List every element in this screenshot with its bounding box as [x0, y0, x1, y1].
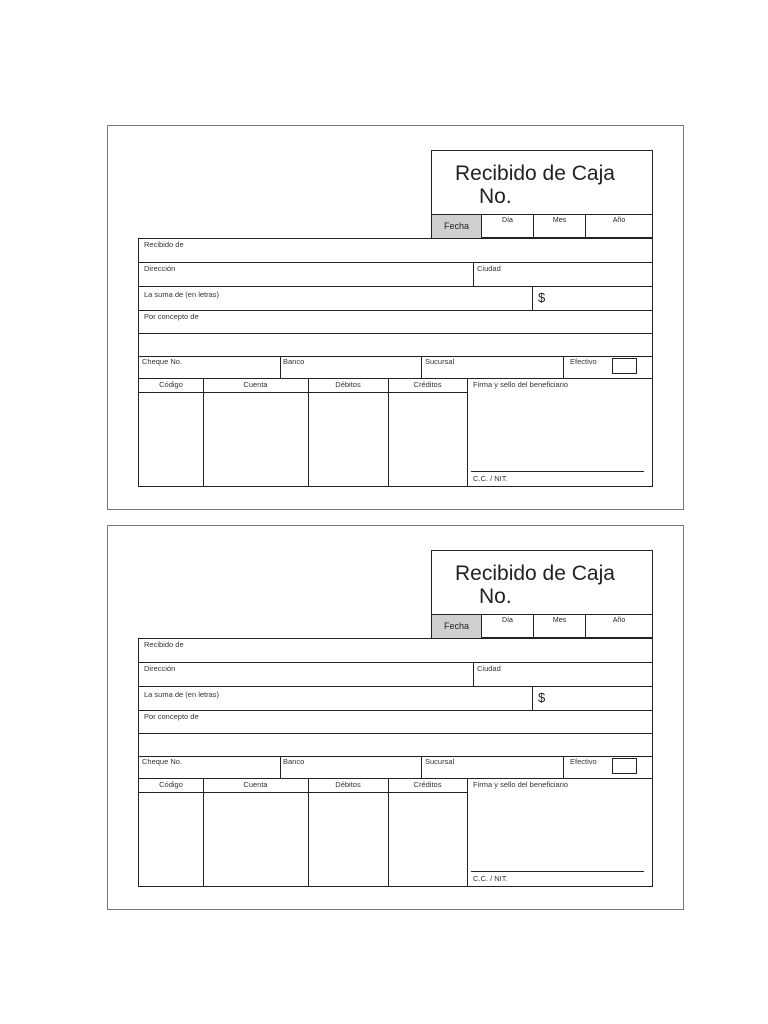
- currency-symbol: $: [538, 690, 546, 705]
- efectivo-label: Efectivo: [570, 757, 597, 766]
- row-divider: [139, 310, 652, 311]
- ano-field[interactable]: Año: [585, 615, 652, 638]
- col-divider: [388, 778, 389, 886]
- col-divider: [532, 686, 533, 710]
- col-divider: [473, 262, 474, 286]
- firma-label: Firma y sello del beneficiario: [473, 780, 569, 789]
- fecha-label: Fecha: [432, 215, 481, 238]
- col-divider: [467, 778, 468, 886]
- firma-label: Firma y sello del beneficiario: [473, 380, 569, 389]
- ciudad-label: Ciudad: [477, 264, 501, 273]
- receipt-title: Recibido de Caja: [455, 562, 615, 585]
- debitos-column-header: Débitos: [335, 780, 361, 789]
- dia-field[interactable]: Día: [481, 615, 533, 638]
- currency-symbol: $: [538, 290, 546, 305]
- date-row: [432, 614, 652, 638]
- column-header-divider: [139, 792, 467, 793]
- receipt-header: [431, 550, 653, 638]
- recibido-de-label: Recibido de: [144, 240, 184, 249]
- signature-line: [471, 871, 644, 872]
- col-divider: [467, 378, 468, 486]
- receipt-form: [107, 525, 684, 910]
- cc-nit-label: C.C. / NIT.: [473, 874, 508, 883]
- col-divider: [308, 378, 309, 486]
- direccion-label: Dirección: [144, 264, 176, 273]
- row-divider: [139, 286, 652, 287]
- row-divider: [139, 733, 652, 734]
- debitos-column-header: Débitos: [335, 380, 361, 389]
- banco-label: Banco: [283, 757, 305, 766]
- efectivo-checkbox[interactable]: [612, 358, 637, 374]
- recibido-de-label: Recibido de: [144, 640, 184, 649]
- direccion-label: Dirección: [144, 664, 176, 673]
- col-divider: [473, 662, 474, 686]
- receipt-header: [431, 150, 653, 238]
- col-divider: [421, 356, 422, 378]
- cuenta-column-header: Cuenta: [243, 780, 268, 789]
- dia-field[interactable]: Día: [481, 215, 533, 238]
- receipt-number-label: No.: [479, 185, 512, 208]
- row-divider: [139, 378, 652, 379]
- suma-label: La suma de (en letras): [144, 690, 220, 699]
- mes-field[interactable]: Mes: [533, 215, 585, 238]
- col-divider: [532, 286, 533, 310]
- col-divider: [280, 756, 281, 778]
- cuenta-column-header: Cuenta: [243, 380, 268, 389]
- row-divider: [139, 262, 652, 263]
- ciudad-label: Ciudad: [477, 664, 501, 673]
- receipt-title: Recibido de Caja: [455, 162, 615, 185]
- creditos-column-header: Créditos: [413, 380, 442, 389]
- sucursal-label: Sucursal: [425, 757, 455, 766]
- ano-field[interactable]: Año: [585, 215, 652, 238]
- col-divider: [388, 378, 389, 486]
- receipt-form: [107, 125, 684, 510]
- sucursal-label: Sucursal: [425, 357, 455, 366]
- creditos-column-header: Créditos: [413, 780, 442, 789]
- cc-nit-label: C.C. / NIT.: [473, 474, 508, 483]
- col-divider: [203, 778, 204, 886]
- col-divider: [280, 356, 281, 378]
- col-divider: [421, 756, 422, 778]
- efectivo-label: Efectivo: [570, 357, 597, 366]
- cheque-label: Cheque No.: [142, 357, 183, 366]
- codigo-column-header: Código: [159, 380, 183, 389]
- codigo-column-header: Código: [159, 780, 183, 789]
- row-divider: [139, 710, 652, 711]
- concepto-label: Por concepto de: [144, 712, 199, 721]
- row-divider: [139, 662, 652, 663]
- suma-label: La suma de (en letras): [144, 290, 220, 299]
- col-divider: [203, 378, 204, 486]
- date-row: [432, 214, 652, 238]
- receipt-table: [138, 638, 653, 887]
- receipt-table: [138, 238, 653, 487]
- col-divider: [563, 356, 564, 378]
- banco-label: Banco: [283, 357, 305, 366]
- column-header-divider: [139, 392, 467, 393]
- concepto-label: Por concepto de: [144, 312, 199, 321]
- signature-line: [471, 471, 644, 472]
- row-divider: [139, 686, 652, 687]
- efectivo-checkbox[interactable]: [612, 758, 637, 774]
- receipt-number-label: No.: [479, 585, 512, 608]
- col-divider: [563, 756, 564, 778]
- fecha-label: Fecha: [432, 615, 481, 638]
- row-divider: [139, 778, 652, 779]
- row-divider: [139, 333, 652, 334]
- mes-field[interactable]: Mes: [533, 615, 585, 638]
- cheque-label: Cheque No.: [142, 757, 183, 766]
- col-divider: [308, 778, 309, 886]
